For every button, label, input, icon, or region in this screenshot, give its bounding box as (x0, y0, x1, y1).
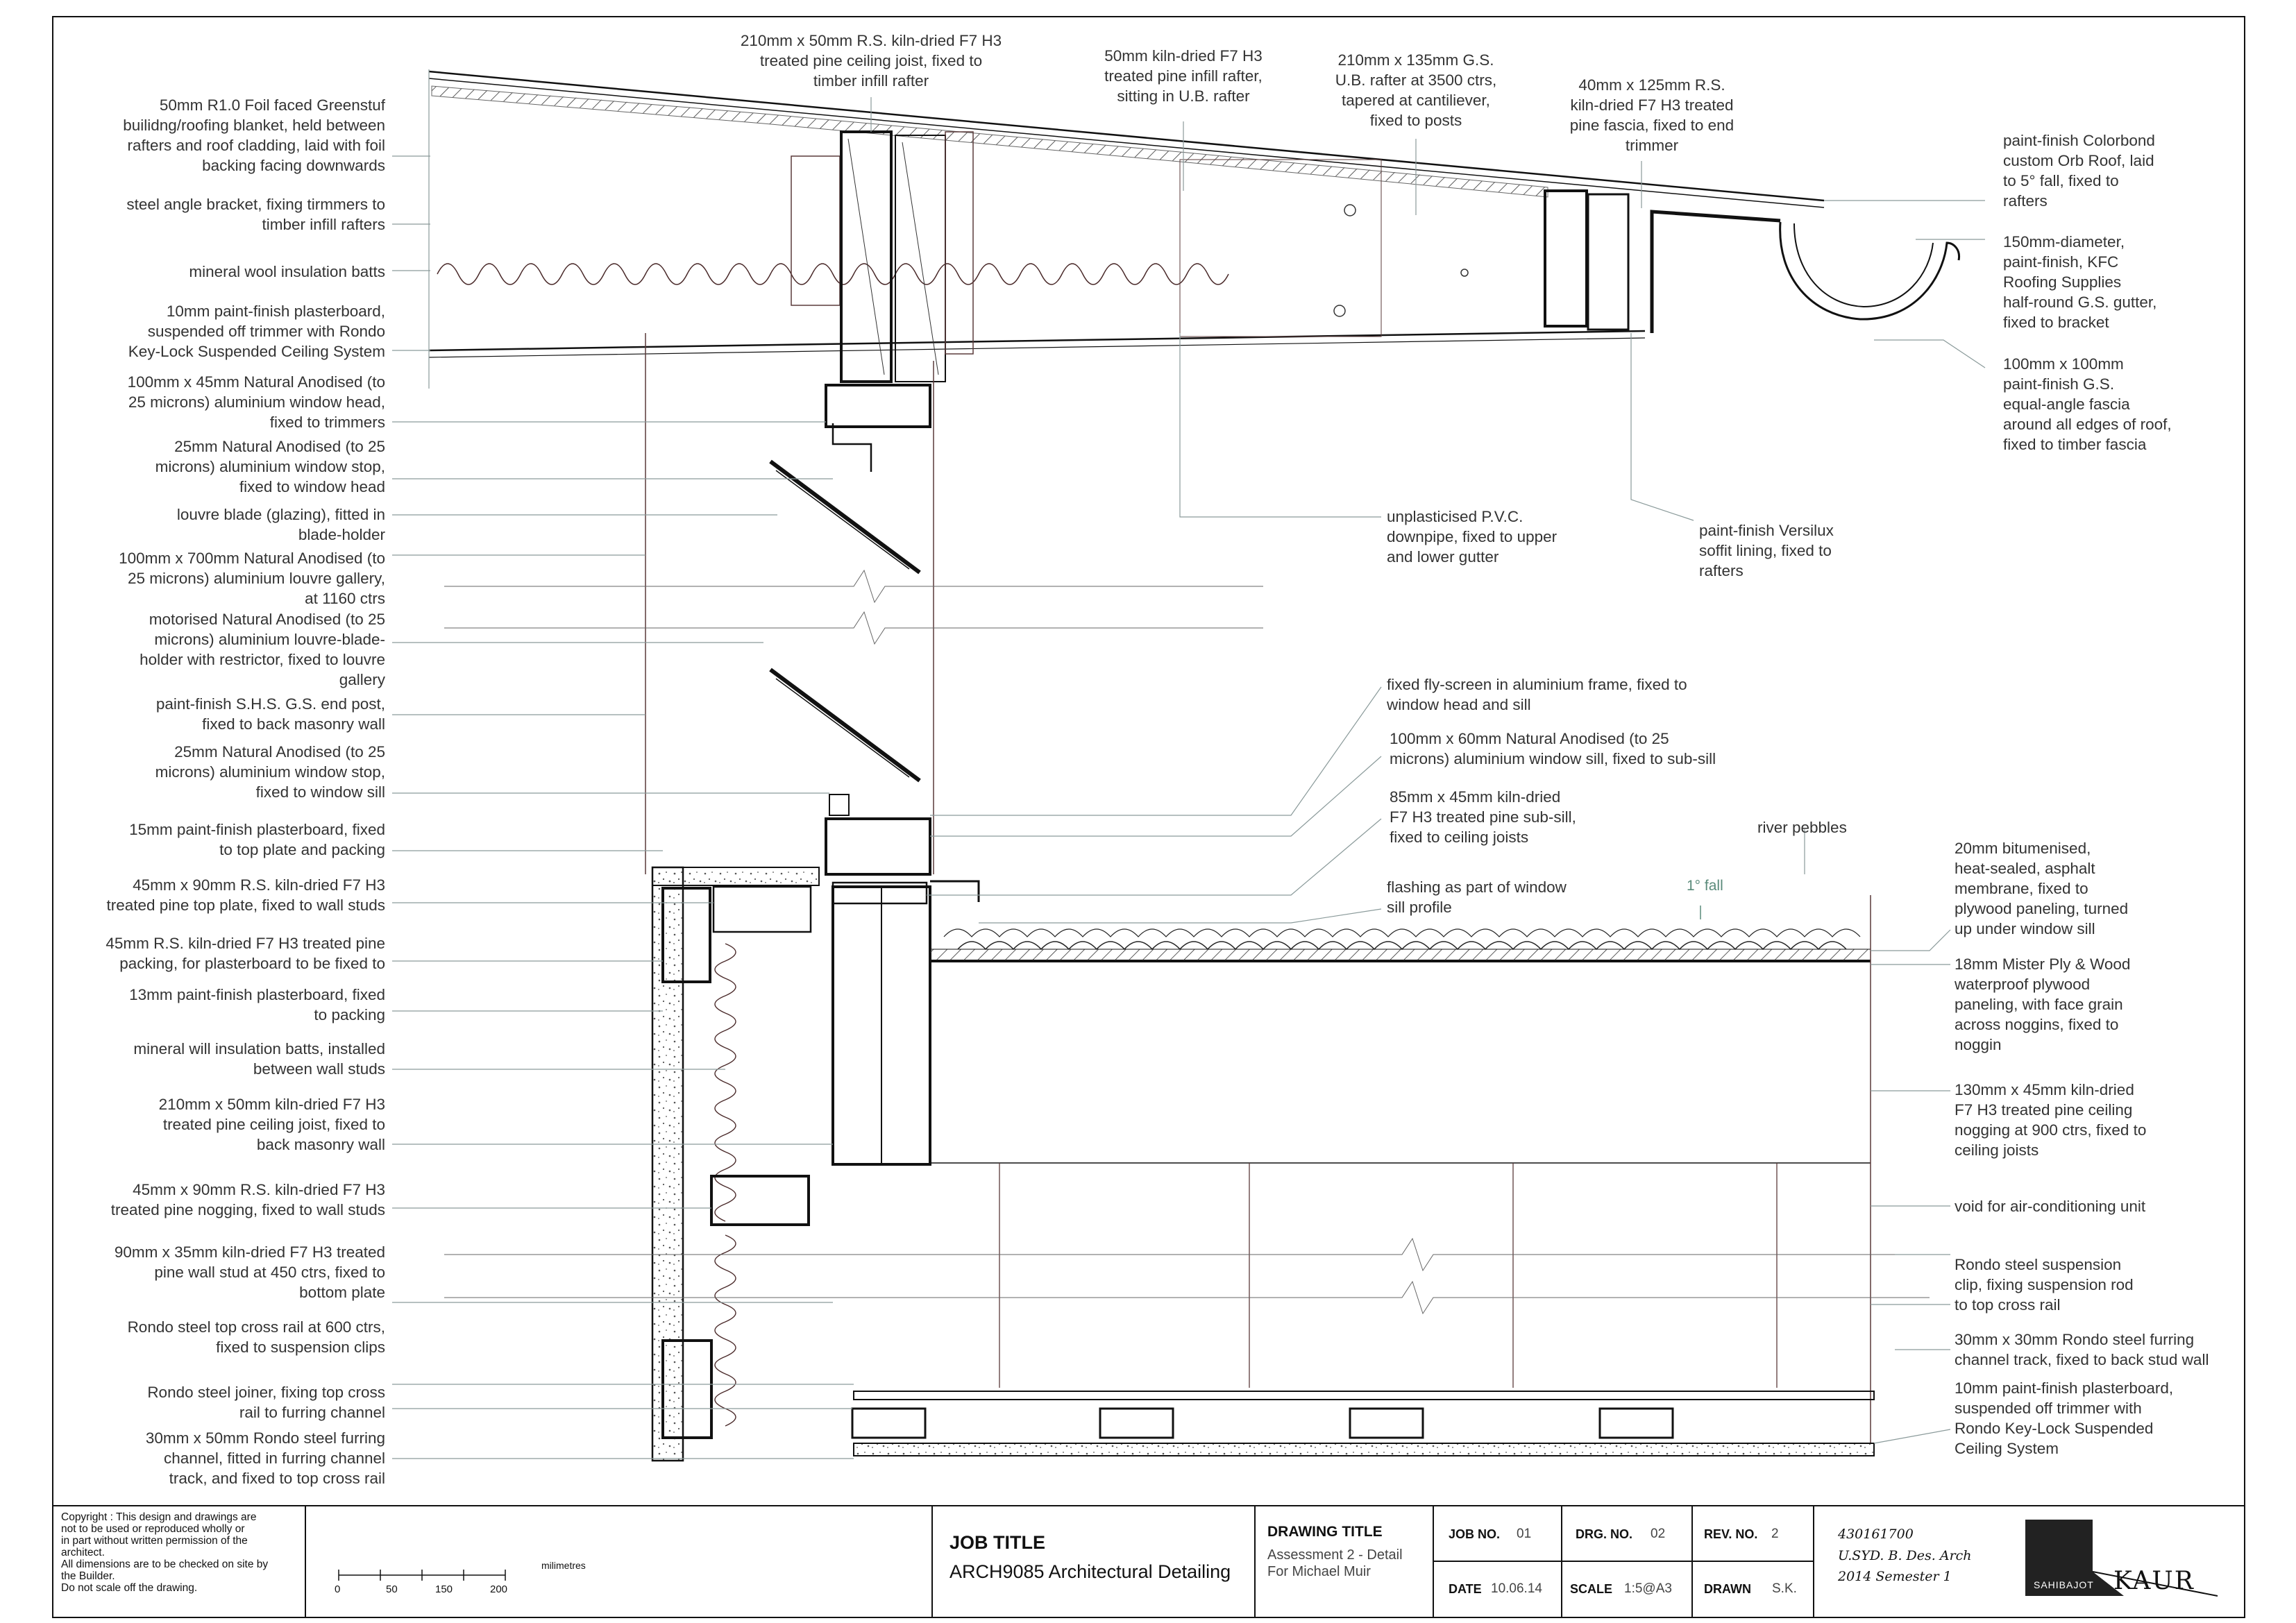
note-membrane: 20mm bitumenised, heat-sealed, asphalt membrane, fixed to plywood paneling, turned up under window sill (1955, 840, 2129, 937)
timber-fascia-2 (1588, 194, 1628, 330)
note-ceiling-joist-rs: 210mm x 50mm R.S. kiln-dried F7 H3 treated pine ceiling joist, fixed to timber infill rafter (740, 32, 1002, 90)
wall-nogging (711, 1176, 809, 1225)
note-ceiling-nogging: 130mm x 45mm kiln-dried F7 H3 treated pine ceiling nogging at 900 ctrs, fixed to ceiling joists (1955, 1081, 2147, 1159)
note-angle-bracket: steel angle bracket, fixing tirmmers to timber infill rafters (126, 196, 385, 233)
note-end-post: paint-finish S.H.S. G.S. end post, fixed to back masonry wall (155, 695, 385, 733)
note-roof-blanket: 50mm R1.0 Foil faced Greenstuf builidng/roofing blanket, held between rafters and roof cladding, laid with foil backing facing downwards (123, 96, 385, 174)
window-assembly (444, 333, 1263, 903)
note-top-plate: 45mm x 90mm R.S. kiln-dried F7 H3 treated pine top plate, fixed to wall studs (106, 876, 385, 914)
date-label: DATE (1449, 1582, 1482, 1596)
drawing-title: Assessment 2 - Detail For Michael Muir (1267, 1547, 1403, 1579)
drawing-title-heading: DRAWING TITLE (1267, 1524, 1383, 1540)
window-stop-head (833, 423, 871, 472)
drawn-label: DRAWN (1704, 1582, 1751, 1596)
furring-clip-4 (1600, 1409, 1673, 1438)
note-furring-track: 30mm x 30mm Rondo steel furring channel track, fixed to back stud wall (1955, 1331, 2209, 1368)
note-louvre-blade: louvre blade (glazing), fitted in blade-holder (176, 506, 385, 543)
semester: 2014 Semester 1 (1838, 1569, 1952, 1584)
note-ceiling-joist: 210mm x 50mm kiln-dried F7 H3 treated pine ceiling joist, fixed to back masonry wall (158, 1096, 385, 1153)
copyright-note: Copyright : This design and drawings are not to be used or reproduced wholly or in part without written permission of the architect. All dimensions are to be checked on site by the Builder. Do not scale off the drawing. (61, 1511, 269, 1594)
infill-rafter (945, 132, 973, 354)
steel-angle-bracket (791, 156, 840, 305)
membrane (930, 949, 1871, 960)
fly-screen-frame (829, 794, 849, 815)
note-sub-sill: 85mm x 45mm kiln-dried F7 H3 treated pine sub-sill, fixed to ceiling joists (1390, 788, 1576, 846)
job-no-label: JOB NO. (1449, 1527, 1501, 1541)
wall-insulation (715, 944, 736, 1221)
job-title-heading: JOB TITLE (949, 1532, 1046, 1553)
note-steel-joiner: Rondo steel joiner, fixing top cross rail to furring channel (147, 1384, 385, 1421)
note-plywood: 18mm Mister Ply & Wood waterproof plywood paneling, with face grain across noggins, fixed to noggin (1955, 955, 2131, 1053)
scale-tick-200: 200 (490, 1583, 508, 1595)
note-window-head: 100mm x 45mm Natural Anodised (to 25 microns) aluminium window head, fixed to trimmers (127, 373, 385, 431)
note-soffit-lining: paint-finish Versilux soffit lining, fixed to rafters (1699, 522, 1834, 579)
note-downpipe: unplasticised P.V.C. downpipe, fixed to upper and lower gutter (1387, 508, 1558, 566)
top-plate (714, 887, 811, 932)
note-packing: 45mm R.S. kiln-dried F7 H3 treated pine packing, for plasterboard to be fixed to (105, 935, 385, 972)
river-pebbles (958, 942, 1846, 949)
furring-clip-2 (1100, 1409, 1173, 1438)
sheet-border (53, 17, 2245, 1617)
window-sill (826, 819, 930, 874)
break-line-louvres (444, 570, 1263, 602)
louvre-blade-1 (770, 461, 920, 572)
note-window-stop-head: 25mm Natural Anodised (to 25 microns) aluminium window stop, fixed to window head (155, 438, 385, 495)
drg-no-label: DRG. NO. (1576, 1527, 1633, 1541)
concrete-wall (652, 867, 683, 1461)
note-equal-angle-fascia: 100mm x 100mm paint-finish G.S. equal-angle fascia around all edges of roof, fixed to timber fascia (2003, 355, 2172, 453)
louvre-blade-2 (770, 670, 920, 781)
masonry-wall (652, 867, 930, 1461)
note-ceiling-system: 10mm paint-finish plasterboard, suspended off trimmer with Rondo Key-Lock Suspended Ceiling System (1955, 1379, 2174, 1457)
note-aircon-void: void for air-conditioning unit (1955, 1198, 2146, 1215)
scale-tick-0: 0 (335, 1583, 341, 1595)
scale-label: SCALE (1570, 1582, 1613, 1596)
note-suspension-clip: Rondo steel suspension clip, fixing suspension rod to top cross rail (1955, 1256, 2134, 1314)
ub-rafter-web (1180, 160, 1381, 337)
scale-tick-150: 150 (435, 1583, 453, 1595)
wall-top-plaster (652, 867, 819, 885)
job-title: ARCH9085 Architectural Detailing (949, 1561, 1231, 1582)
note-wall-plasterboard: 13mm paint-finish plasterboard, fixed to packing (129, 986, 385, 1023)
note-roof-insulation: mineral wool insulation batts (189, 263, 385, 280)
note-wall-insulation: mineral will insulation batts, installed between wall studs (133, 1040, 385, 1078)
note-fly-screen: fixed fly-screen in aluminium frame, fixed to window head and sill (1387, 676, 1687, 713)
fall-label: 1° fall (1687, 878, 1723, 894)
sill-flashing (930, 881, 979, 902)
scale: 1:5@A3 (1624, 1581, 1672, 1596)
timber-fascia-1 (1545, 191, 1587, 326)
note-flashing: flashing as part of window sill profile (1387, 878, 1567, 916)
scale-bar (339, 1570, 505, 1581)
roof-deck (930, 895, 1871, 1443)
note-infill-rafter: 50mm kiln-dried F7 H3 treated pine infill rafter, sitting in U.B. rafter (1104, 47, 1263, 105)
scale-bar-unit: milimetres (541, 1560, 586, 1571)
rev-no: 2 (1771, 1527, 1779, 1541)
note-timber-fascia: 40mm x 125mm R.S. kiln-dried F7 H3 treated pine fascia, fixed to end trimmer (1569, 76, 1734, 154)
note-colorbond-roof: paint-finish Colorbond custom Orb Roof, laid to 5° fall, fixed to rafters (2003, 132, 2155, 210)
window-head (826, 385, 930, 427)
logo-large-text: KAUR (2113, 1567, 2195, 1595)
note-top-plasterboard: 15mm paint-finish plasterboard, fixed to top plate and packing (129, 821, 385, 858)
note-river-pebbles: river pebbles (1757, 819, 1847, 836)
note-furring-channel: 30mm x 50mm Rondo steel furring channel, fitted in furring channel track, and fixed to top cross rail (145, 1429, 385, 1487)
note-window-sill: 100mm x 60mm Natural Anodised (to 25 microns) aluminium window sill, fixed to sub-sill (1390, 730, 1716, 767)
note-wall-nogging: 45mm x 90mm R.S. kiln-dried F7 H3 treated pine nogging, fixed to wall studs (110, 1181, 385, 1218)
note-top-cross-rail: Rondo steel top cross rail at 600 ctrs, fixed to suspension clips (127, 1318, 385, 1356)
note-window-stop-sill: 25mm Natural Anodised (to 25 microns) aluminium window stop, fixed to window sill (155, 743, 385, 801)
furring-track (854, 1391, 1874, 1400)
rev-no-label: REV. NO. (1704, 1527, 1758, 1541)
drawn: S.K. (1772, 1581, 1797, 1596)
note-ceiling-plasterboard: 10mm paint-finish plasterboard, suspended off trimmer with Rondo Key-Lock Suspended Ceiling System (128, 303, 385, 360)
furring-clip-1 (852, 1409, 925, 1438)
date: 10.06.14 (1491, 1581, 1542, 1596)
course-name: U.SYD. B. Des. Arch (1838, 1548, 1972, 1563)
ceiling-plasterboard (854, 1443, 1874, 1456)
half-round-gutter (1780, 222, 1959, 319)
job-no: 01 (1517, 1527, 1532, 1541)
roof-insulation-batts (437, 264, 1229, 284)
note-gutter: 150mm-diameter, paint-finish, KFC Roofing Supplies half-round G.S. gutter, fixed to bracket (2003, 233, 2157, 331)
drg-no: 02 (1651, 1527, 1666, 1541)
scale-tick-50: 50 (386, 1583, 398, 1595)
note-wall-stud: 90mm x 35mm kiln-dried F7 H3 treated pine wall stud at 450 ctrs, fixed to bottom plate (114, 1243, 385, 1301)
note-louvre-gallery: 100mm x 700mm Natural Anodised (to 25 microns) aluminium louvre gallery, at 1160 ctrs (119, 550, 385, 607)
logo-small-text: SAHIBAJOT (2034, 1579, 2094, 1590)
furring-clip-3 (1350, 1409, 1423, 1438)
student-number: 430161700 (1838, 1527, 1914, 1542)
note-ub-rafter: 210mm x 135mm G.S. U.B. rafter at 3500 ctrs, tapered at cantiliever, fixed to posts (1335, 51, 1497, 129)
note-louvre-holder: motorised Natural Anodised (to 25 microns) aluminium louvre-blade- holder with restrictor, fixed to louvre gallery (140, 611, 385, 688)
equal-angle-fascia (1652, 212, 1780, 333)
